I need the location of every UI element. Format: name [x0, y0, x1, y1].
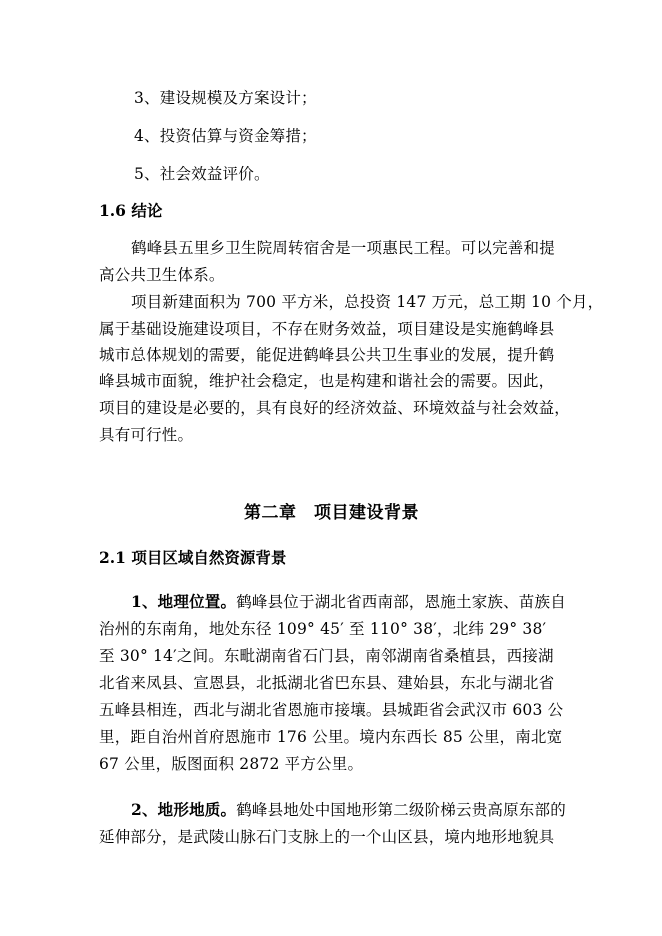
paragraph-line: 五峰县相连，西北与湖北省恩施市接壤。县城距省会武汉市 603 公 — [99, 701, 564, 719]
terrain-lead: 2、地形地质。 — [131, 800, 237, 819]
list-item-5: 5、社会效益评价。 — [134, 165, 270, 183]
paragraph-line: 至 30° 14′之间。东毗湖南省石门县，南邻湖南省桑植县，西接湖 — [99, 647, 554, 665]
geo-first-line: 鹤峰县位于湖北省西南部，恩施土家族、苗族自 — [236, 593, 566, 611]
geo-lead: 1、地理位置。 — [131, 592, 237, 611]
paragraph-line: 属于基础设施建设项目，不存在财务效益，项目建设是实施鹤峰县 — [99, 320, 555, 338]
paragraph-line: 延伸部分，是武陵山脉石门支脉上的一个山区县，境内地形地貌具 — [99, 828, 555, 846]
paragraph-line: 具有可行性。 — [99, 426, 194, 444]
section-heading-2-1: 2.1 项目区域自然资源背景 — [99, 548, 287, 567]
paragraph-line: 项目新建面积为 700 平方米，总投资 147 万元，总工期 10 个月， — [131, 293, 604, 311]
paragraph-line: 项目的建设是必要的，具有良好的经济效益、环境效益与社会效益， — [99, 399, 571, 417]
list-item-4: 4、投资估算与资金筹措； — [134, 127, 317, 145]
list-item-3: 3、建设规模及方案设计； — [134, 89, 317, 107]
chapter-title: 第二章 项目建设背景 — [244, 503, 419, 523]
paragraph-line: 鹤峰县五里乡卫生院周转宿舍是一项惠民工程。可以完善和提 — [131, 239, 555, 257]
paragraph-line — [131, 800, 566, 820]
paragraph-line: 67 公里，版图面积 2872 平方公里。 — [99, 755, 364, 773]
paragraph-line: 城市总体规划的需要，能促进鹤峰县公共卫生事业的发展，提升鹤 — [99, 346, 555, 364]
paragraph-line: 北省来凤县、宣恩县，北抵湖北省巴东县、建始县，东北与湖北省 — [99, 674, 555, 692]
terrain-first-line: 鹤峰县地处中国地形第二级阶梯云贵高原东部的 — [236, 801, 566, 819]
paragraph-line: 里，距自治州首府恩施市 176 公里。境内东西长 85 公里，南北宽 — [99, 728, 563, 746]
paragraph-line — [131, 592, 566, 612]
paragraph-line: 高公共卫生体系。 — [99, 266, 225, 284]
section-heading-1-6: 1.6 结论 — [99, 201, 163, 220]
paragraph-line: 治州的东南角，地处东径 109° 45′ 至 110° 38′，北纬 29° 38′ — [99, 620, 547, 638]
paragraph-line: 峰县城市面貌，维护社会稳定，也是构建和谐社会的需要。因此， — [99, 372, 555, 390]
